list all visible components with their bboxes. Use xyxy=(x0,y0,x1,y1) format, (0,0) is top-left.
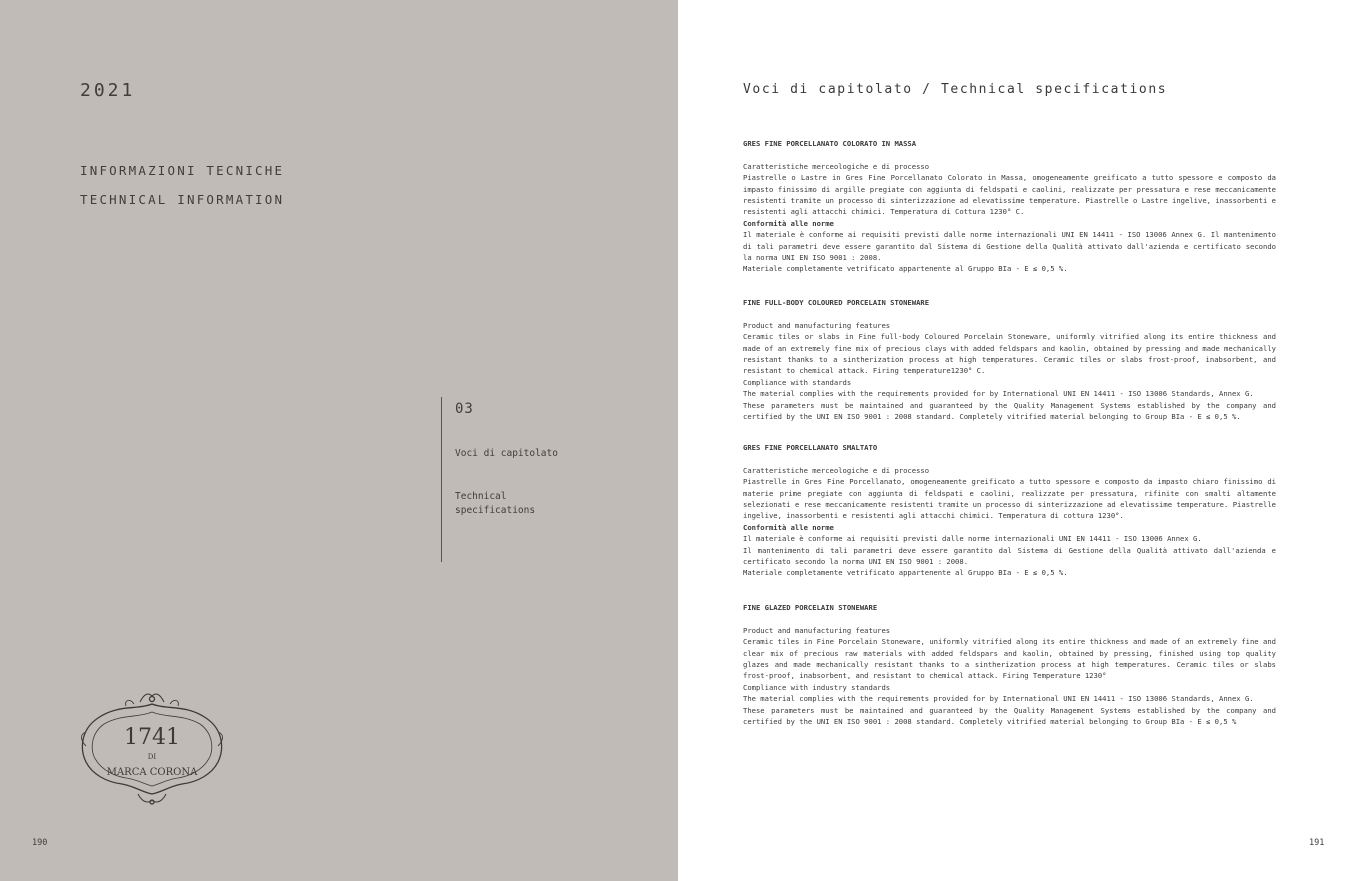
chapter-label-english: Technical specifications xyxy=(455,491,536,516)
section-subheading: Caratteristiche merceologiche e di processo xyxy=(743,465,930,475)
section-heading: GRES FINE PORCELLANATO COLORATO IN MASSA xyxy=(743,139,917,148)
page-number-right: 191 xyxy=(1309,838,1325,848)
info-title-italian: INFORMAZIONI TECNICHE xyxy=(80,163,285,178)
section-paragraph: Il mantenimento di tali parametri deve essere garantito dal Sistema di Gestione della Qualità attivato dall'azienda e certificato secondo la norma UNI EN ISO 9001 : 2008. xyxy=(743,545,1276,567)
section-paragraph: Ceramic tiles in Fine Porcelain Stoneware, uniformly vitrified along its entire thickness and made of an extremely fine and clear mix of precious raw materials with added feldspars and kaolin, obtained by pressing, finished using top quality glazes and made mechanically resistant thanks to a sintherization process at high temperatures. Ceramic tiles or slabs frost-proof, inabsorbent, and resistant to chemical attack. Firing Temperature 1230° xyxy=(743,637,1276,681)
section-heading: GRES FINE PORCELLANATO SMALTATO xyxy=(743,443,878,452)
section-subheading: Compliance with standards xyxy=(743,377,852,387)
section-paragraph: Materiale completamente vetrificato appartenente al Gruppo BIa - E ≤ 0,5 %. xyxy=(743,264,1068,274)
chapter-number: 03 xyxy=(455,401,474,417)
section-subheading: Caratteristiche merceologiche e di processo xyxy=(743,161,930,171)
page-title: Voci di capitolato / Technical specifications xyxy=(743,82,1168,97)
page-number-left: 190 xyxy=(32,838,48,848)
section-subheading: Conformità alle norme xyxy=(743,218,834,228)
section-paragraph: These parameters must be maintained and guaranteed by the Quality Management Systems established by the company and certified by the UNI EN ISO 9001 : 2008 standard. Completely vitrified material belonging to Group BIa - E ≤ 0,5 %. xyxy=(743,400,1276,422)
logo-year: 1741 xyxy=(124,725,180,750)
section-paragraph: Il materiale è conforme ai requisiti previsti dalle norme internazionali UNI EN 14411 - ISO 13006 Annex G. Il mantenimento di tali parametri deve essere garantito dal Sistema di Gestione della Qualità attivato dall'azienda e certificato secondo la norma UNI EN ISO 9001 : 2008. xyxy=(743,230,1276,263)
section-gres-colorato xyxy=(743,138,1276,275)
section-paragraph: The material complies with the requirements provided for by International UNI EN 14411 - ISO 13006 Standards, Annex G. xyxy=(743,694,1254,704)
right-page xyxy=(678,0,1356,881)
section-paragraph: These parameters must be maintained and guaranteed by the Quality Management Systems established by the company and certified by the UNI EN ISO 9001 : 2008 standard. Completely vitrified material belonging to Group BIa - E ≤ 0,5 % xyxy=(743,705,1276,727)
section-paragraph: Il materiale è conforme ai requisiti previsti dalle norme internazionali UNI EN 14411 - ISO 13006 Annex G. xyxy=(743,534,1202,544)
section-paragraph: Ceramic tiles or slabs in Fine full-body Coloured Porcelain Stoneware, uniformly vitrified along its entire thickness and made of an extremely fine mix of precious clays with added feldspars and kaolin, obtained by pressing and made mechanically resistant thanks to a sintherization process at high temperatures. Ceramic tiles or slabs frost-proof, inabsorbent, and resistant to chemical attack. Firing temperature1230° C. xyxy=(743,332,1276,376)
marca-corona-logo xyxy=(78,690,226,808)
section-paragraph: Piastrelle in Gres Fine Porcellanato, omogeneamente greificato a tutto spessore e composto da impasto chiaro finissimo di materie prime pregiate con aggiunta di feldspati e caolini, realizzate per pressatura, rifinite con smalti altamente selezionati e rese meccanicamente resistenti tramite un processo di sinterizzazione ad elevatissime temperature. Piastrelle ingelive, inassorbenti e resistenti agli attacchi chimici. Temperatura di cottura 1230°. xyxy=(743,477,1276,521)
year-label: 2021 xyxy=(80,80,136,101)
section-subheading: Compliance with industry standards xyxy=(743,682,891,692)
section-heading: FINE GLAZED PORCELAIN STONEWARE xyxy=(743,603,878,612)
section-paragraph: The material complies with the requirements provided for by International UNI EN 14411 - ISO 13006 Standards, Annex G. xyxy=(743,389,1254,399)
section-subheading: Product and manufacturing features xyxy=(743,320,891,330)
chapter-divider xyxy=(441,397,442,562)
logo-brand: MARCA CORONA xyxy=(106,767,198,778)
section-heading: FINE FULL-BODY COLOURED PORCELAIN STONEWARE xyxy=(743,298,930,307)
section-paragraph: Piastrelle o Lastre in Gres Fine Porcellanato Colorato in Massa, omogeneamente greificato a tutto spessore e composto da impasto finissimo di argille pregiate con aggiunta di feldspati e caolini, realizzate per pressatura e rese meccanicamente resistenti tramite un processo di sinterizzazione ad elevatissime temperature. Piastrelle o Lastre ingelive, inassorbenti e resistenti agli attacchi chimici. Temperatura di Cottura 1230° C. xyxy=(743,173,1276,217)
chapter-label-italian: Voci di capitolato xyxy=(455,448,558,459)
section-glazed xyxy=(743,602,1276,727)
section-subheading: Product and manufacturing features xyxy=(743,625,891,635)
logo-di: DI xyxy=(147,753,157,761)
section-paragraph: Materiale completamente vetrificato appartenente al Gruppo BIa - E ≤ 0,5 %. xyxy=(743,568,1068,578)
info-title-english: TECHNICAL INFORMATION xyxy=(80,192,285,207)
section-subheading: Conformità alle norme xyxy=(743,522,834,532)
section-gres-smaltato xyxy=(743,442,1276,579)
section-full-body xyxy=(743,297,1276,422)
